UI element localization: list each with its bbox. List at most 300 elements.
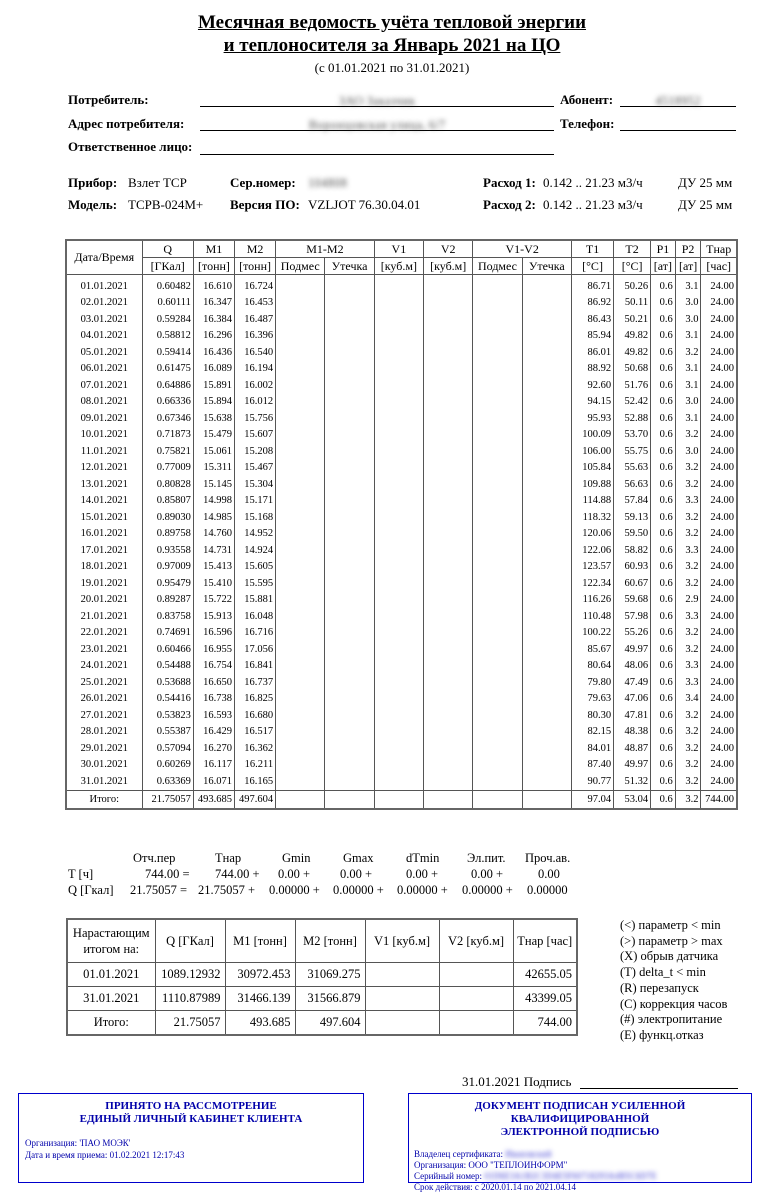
- cell-m2: 16.165: [235, 773, 276, 790]
- cell-empty: [325, 691, 374, 708]
- cell-empty: [374, 691, 423, 708]
- cell-m2: 15.304: [235, 476, 276, 493]
- flow2-label: Расход 2:: [483, 197, 536, 212]
- stamp-accepted-title-2: ЕДИНЫЙ ЛИЧНЫЙ КАБИНЕТ КЛИЕНТА: [79, 1113, 303, 1125]
- cell-p2: 3.3: [675, 608, 701, 625]
- sum-h-dtmin: dTmin: [406, 851, 440, 865]
- cell-p2: 3.2: [675, 559, 701, 576]
- cell-p1: 0.6: [651, 476, 676, 493]
- cell-empty: [424, 526, 473, 543]
- table-row: [66, 361, 737, 378]
- cell-p1: 0.6: [651, 641, 676, 658]
- cell-empty: [522, 740, 571, 757]
- cell-empty: [374, 394, 423, 411]
- table-row: [66, 493, 737, 510]
- cell-m2: 16.012: [235, 394, 276, 411]
- col-q: Q: [142, 240, 193, 258]
- cell-tnar: 24.00: [701, 509, 737, 526]
- cell-empty: [374, 773, 423, 790]
- cell-empty: [276, 625, 325, 642]
- flow1-value: 0.142 .. 21.23 м3/ч: [543, 175, 643, 190]
- cum-cell: [365, 987, 439, 1011]
- cum-cell: 31566.879: [295, 987, 365, 1011]
- cell-m2: 16.825: [235, 691, 276, 708]
- cell-empty: [522, 460, 571, 477]
- cell-empty: [325, 526, 374, 543]
- cell-empty: [522, 328, 571, 345]
- cell-empty: [424, 311, 473, 328]
- table-row: [66, 443, 737, 460]
- cell-empty: [522, 275, 571, 295]
- cell-empty: [276, 658, 325, 675]
- cell-m2: 16.540: [235, 344, 276, 361]
- sum-h-other: Проч.ав.: [525, 851, 571, 865]
- cell-empty: [473, 394, 522, 411]
- legend-item: (E) функц.отказ: [620, 1027, 704, 1042]
- col-date: Дата/Время: [66, 240, 142, 275]
- cell-empty: [424, 592, 473, 609]
- cum-cell: 31466.139: [225, 987, 295, 1011]
- cell-p1: 0.6: [651, 427, 676, 444]
- cell-q: 0.59414: [142, 344, 193, 361]
- cell-t1: 105.84: [571, 460, 613, 477]
- cell-q: 0.97009: [142, 559, 193, 576]
- sum-q-5: 0.00000 +: [462, 883, 513, 897]
- cell-empty: [374, 592, 423, 609]
- cell-q: 0.55387: [142, 724, 193, 741]
- cell-p1: 0.6: [651, 509, 676, 526]
- col-tnar: Тнар: [701, 240, 737, 258]
- cell-empty: [473, 773, 522, 790]
- table-header-top: [66, 240, 737, 258]
- cell-p2: 3.2: [675, 773, 701, 790]
- serial-value: 104808: [308, 175, 347, 190]
- legend-item: (>) параметр > max: [620, 933, 723, 948]
- cell-p2: 3.2: [675, 476, 701, 493]
- cell-empty: [424, 344, 473, 361]
- du1-value: ДУ 25 мм: [678, 175, 733, 190]
- cell-t2: 51.32: [614, 773, 651, 790]
- cum-cell: 30972.453: [225, 963, 295, 987]
- serial-label: Сер.номер:: [230, 175, 296, 190]
- cell-p2: 3.0: [675, 394, 701, 411]
- table-total-row: [66, 790, 737, 809]
- sum-h-tnar: Тнар: [215, 851, 242, 865]
- cell-p1: 0.6: [651, 658, 676, 675]
- cell-m2: 16.737: [235, 674, 276, 691]
- cum-h-m1: M1 [тонн]: [225, 919, 295, 963]
- table-row: [66, 509, 737, 526]
- cum-cell-label: 01.01.2021: [67, 963, 155, 987]
- cell-t2: 53.70: [614, 427, 651, 444]
- sum-t-4: 0.00 +: [406, 867, 439, 881]
- table-header-bottom: [66, 258, 737, 275]
- cell-m1: 16.384: [193, 311, 234, 328]
- cell-empty: [473, 509, 522, 526]
- cell-p2: 2.9: [675, 592, 701, 609]
- sum-t-label: T [ч]: [68, 867, 94, 881]
- stamp-accepted-title-1: ПРИНЯТО НА РАССМОТРЕНИЕ: [105, 1100, 277, 1112]
- cell-empty: [325, 724, 374, 741]
- cell-empty: [325, 641, 374, 658]
- cell-empty: [522, 394, 571, 411]
- cell-q: 0.80828: [142, 476, 193, 493]
- cell-m1: 16.593: [193, 707, 234, 724]
- cell-empty: [325, 757, 374, 774]
- cell-empty: [374, 361, 423, 378]
- cell-t2: 49.82: [614, 344, 651, 361]
- cell-m2: 16.517: [235, 724, 276, 741]
- cell-t2: 60.93: [614, 559, 651, 576]
- cell-tnar: 24.00: [701, 592, 737, 609]
- cell-empty: [473, 377, 522, 394]
- cell-tnar: 24.00: [701, 295, 737, 312]
- legend-item: (R) перезапуск: [620, 980, 699, 995]
- cell-t2: 55.75: [614, 443, 651, 460]
- cell-q: 0.83758: [142, 608, 193, 625]
- cell-date: 06.01.2021: [66, 361, 142, 378]
- table-row: [66, 476, 737, 493]
- cell-empty: [424, 641, 473, 658]
- sum-h-gmax: Gmax: [343, 851, 374, 865]
- cell-m2: 15.467: [235, 460, 276, 477]
- cell-p1: 0.6: [651, 773, 676, 790]
- cell-p1: 0.6: [651, 592, 676, 609]
- cell-p1: 0.6: [651, 328, 676, 345]
- cell-t1: 106.00: [571, 443, 613, 460]
- cell-empty: [276, 275, 325, 295]
- cell-empty: [473, 641, 522, 658]
- cell-p1: 0.6: [651, 493, 676, 510]
- cell-t1: 84.01: [571, 740, 613, 757]
- cell-date: 28.01.2021: [66, 724, 142, 741]
- cell-p1: 0.6: [651, 559, 676, 576]
- cell-t1: 85.94: [571, 328, 613, 345]
- du2-value: ДУ 25 мм: [678, 197, 733, 212]
- cell-empty: [473, 311, 522, 328]
- cell-t1: 85.67: [571, 641, 613, 658]
- cell-empty: [424, 757, 473, 774]
- cell-q: 0.53823: [142, 707, 193, 724]
- cell-empty: [276, 691, 325, 708]
- cell-date: 09.01.2021: [66, 410, 142, 427]
- consumer-label: Потребитель:: [68, 92, 149, 107]
- table-row: [66, 575, 737, 592]
- cell-t2: 49.82: [614, 328, 651, 345]
- cell-empty: [276, 377, 325, 394]
- table-row: [66, 592, 737, 609]
- table-row: [66, 608, 737, 625]
- cell-p2: 3.3: [675, 493, 701, 510]
- unit-v1: [куб.м]: [374, 258, 423, 275]
- col-v1-v2: V1-V2: [473, 240, 572, 258]
- cell-p2: 3.1: [675, 328, 701, 345]
- cell-m1: 16.738: [193, 691, 234, 708]
- cell-empty: [522, 443, 571, 460]
- cell-m1: 15.145: [193, 476, 234, 493]
- col-m1: M1: [193, 240, 234, 258]
- cell-t2: 50.26: [614, 275, 651, 295]
- cell-m2: 16.724: [235, 275, 276, 295]
- cell-t2: 57.98: [614, 608, 651, 625]
- cell-p1: 0.6: [651, 344, 676, 361]
- cell-m2: 14.952: [235, 526, 276, 543]
- cell-p1: 0.6: [651, 275, 676, 295]
- cell-empty: [325, 773, 374, 790]
- cell-date: 29.01.2021: [66, 740, 142, 757]
- cum-cell: [365, 963, 439, 987]
- cell-p1: 0.6: [651, 443, 676, 460]
- sum-q-0: 21.75057 =: [130, 883, 188, 897]
- cell-p2: 3.2: [675, 641, 701, 658]
- cell-date: 31.01.2021: [66, 773, 142, 790]
- cell-empty: [424, 707, 473, 724]
- col-m2: M2: [235, 240, 276, 258]
- cell-t1: 87.40: [571, 757, 613, 774]
- cum-h-q: Q [ГКал]: [155, 919, 225, 963]
- cell-q: 0.67346: [142, 410, 193, 427]
- cell-q: 0.58812: [142, 328, 193, 345]
- cell-empty: [325, 575, 374, 592]
- cell-empty: [276, 427, 325, 444]
- cell-date: 08.01.2021: [66, 394, 142, 411]
- stamp-accepted-date: Дата и время приема: 01.02.2021 12:17:43: [25, 1150, 185, 1160]
- cell-q: 0.71873: [142, 427, 193, 444]
- cell-empty: [325, 427, 374, 444]
- cell-empty: [424, 575, 473, 592]
- table-row: [66, 707, 737, 724]
- cell-empty: [522, 311, 571, 328]
- cell-m2: 15.756: [235, 410, 276, 427]
- model-label: Модель:: [68, 197, 118, 212]
- cell-date: 04.01.2021: [66, 328, 142, 345]
- cell-empty: [276, 773, 325, 790]
- cell-tnar: 24.00: [701, 493, 737, 510]
- cell-empty: [473, 427, 522, 444]
- cell-t2: 58.82: [614, 542, 651, 559]
- cell-q: 0.89758: [142, 526, 193, 543]
- cell-tnar: 24.00: [701, 311, 737, 328]
- cell-p2: 3.3: [675, 674, 701, 691]
- cell-m1: 16.650: [193, 674, 234, 691]
- cell-empty: [424, 625, 473, 642]
- cell-p1: 0.6: [651, 608, 676, 625]
- cell-m2: 16.048: [235, 608, 276, 625]
- table-row: [66, 773, 737, 790]
- cell-t1: 80.64: [571, 658, 613, 675]
- cell-m1: 16.270: [193, 740, 234, 757]
- cell-empty: [424, 460, 473, 477]
- signature-label: Подпись: [523, 1074, 572, 1089]
- cell-date: 25.01.2021: [66, 674, 142, 691]
- cell-empty: [473, 658, 522, 675]
- cell-q: 0.95479: [142, 575, 193, 592]
- cell-m1: 14.985: [193, 509, 234, 526]
- table-row: [66, 410, 737, 427]
- cell-m2: 16.211: [235, 757, 276, 774]
- cell-t1: 79.80: [571, 674, 613, 691]
- table-row: [66, 311, 737, 328]
- cell-empty: [325, 361, 374, 378]
- cell-empty: [424, 410, 473, 427]
- cell-t1: 122.34: [571, 575, 613, 592]
- table-row: [66, 641, 737, 658]
- cell-t1: 86.92: [571, 295, 613, 312]
- cum-cell: 1089.12932: [155, 963, 225, 987]
- cell-tnar: 24.00: [701, 559, 737, 576]
- cell-empty: [473, 344, 522, 361]
- legend-item: (#) электропитание: [620, 1012, 723, 1027]
- cell-m2: 14.924: [235, 542, 276, 559]
- sw-value: VZLJOT 76.30.04.01: [308, 197, 421, 212]
- cell-q: 0.66336: [142, 394, 193, 411]
- cell-p1: 0.6: [651, 377, 676, 394]
- cell-p2: 3.2: [675, 757, 701, 774]
- cell-m1: 16.610: [193, 275, 234, 295]
- cell-p1: 0.6: [651, 542, 676, 559]
- cell-date: 20.01.2021: [66, 592, 142, 609]
- cell-m2: 16.194: [235, 361, 276, 378]
- cum-h-v1: V1 [куб.м]: [365, 919, 439, 963]
- cell-tnar: 24.00: [701, 460, 737, 477]
- cell-date: 24.01.2021: [66, 658, 142, 675]
- cell-p1: 0.6: [651, 757, 676, 774]
- cell-empty: [522, 641, 571, 658]
- cell-empty: [374, 658, 423, 675]
- sum-h-gmin: Gmin: [282, 851, 311, 865]
- cell-empty: [424, 691, 473, 708]
- cell-date: 16.01.2021: [66, 526, 142, 543]
- cum-cell: 43399.05: [513, 987, 577, 1011]
- cell-m1: 15.061: [193, 443, 234, 460]
- cell-empty: [374, 377, 423, 394]
- cell-p1: 0.6: [651, 410, 676, 427]
- cell-empty: [424, 542, 473, 559]
- cell-empty: [325, 608, 374, 625]
- total-label: Итого:: [66, 790, 142, 809]
- cell-m1: 16.071: [193, 773, 234, 790]
- cell-t2: 59.13: [614, 509, 651, 526]
- cell-empty: [276, 757, 325, 774]
- cell-p1: 0.6: [651, 575, 676, 592]
- cell-m2: 15.881: [235, 592, 276, 609]
- cell-m1: 16.296: [193, 328, 234, 345]
- cum-h-date: Нарастающим итогом на:: [67, 919, 155, 963]
- cell-t2: 59.50: [614, 526, 651, 543]
- unit-p2: [ат]: [675, 258, 701, 275]
- cell-t1: 90.77: [571, 773, 613, 790]
- cell-empty: [276, 476, 325, 493]
- signature-underline: [580, 1088, 738, 1089]
- cell-t2: 52.42: [614, 394, 651, 411]
- cell-empty: [522, 344, 571, 361]
- phone-label: Телефон:: [560, 116, 615, 131]
- unit-m-leak: Утечка: [325, 258, 374, 275]
- cell-empty: [325, 476, 374, 493]
- cell-empty: [522, 691, 571, 708]
- cell-empty: [325, 658, 374, 675]
- cell-empty: [374, 757, 423, 774]
- cell-empty: [522, 509, 571, 526]
- cell-p2: 3.2: [675, 427, 701, 444]
- cell-q: 0.60482: [142, 275, 193, 295]
- cell-m1: 15.413: [193, 559, 234, 576]
- stamp-accepted-org: Организация: 'ПАО МОЭК': [25, 1138, 131, 1148]
- cell-empty: [424, 509, 473, 526]
- unit-v-leak: Утечка: [522, 258, 571, 275]
- cell-t2: 48.87: [614, 740, 651, 757]
- cell-empty: [276, 526, 325, 543]
- cell-date: 05.01.2021: [66, 344, 142, 361]
- stamp-owner: [414, 1149, 751, 1159]
- phone-field: [620, 116, 736, 131]
- cell-empty: [374, 460, 423, 477]
- table-row: [66, 542, 737, 559]
- cell-p2: 3.2: [675, 460, 701, 477]
- consumer-field: [200, 92, 554, 107]
- cell-p1: 0.6: [651, 740, 676, 757]
- total-q: 21.75057: [142, 790, 193, 809]
- cell-empty: [522, 493, 571, 510]
- cell-m1: 16.955: [193, 641, 234, 658]
- cum-cell: [439, 987, 513, 1011]
- stamp-serial-value: 01D6E3A1B2C3D4E5F60718293A4B5C6D7E: [484, 1171, 657, 1181]
- cell-p1: 0.6: [651, 394, 676, 411]
- cell-tnar: 24.00: [701, 427, 737, 444]
- legend-item: (<) параметр < min: [620, 918, 721, 932]
- cell-empty: [374, 526, 423, 543]
- cell-p2: 3.1: [675, 377, 701, 394]
- cum-cell: [439, 963, 513, 987]
- cell-empty: [473, 328, 522, 345]
- cell-p2: 3.2: [675, 509, 701, 526]
- table-row: [66, 328, 737, 345]
- sum-q-1: 21.75057 +: [198, 883, 256, 897]
- cell-m1: 15.722: [193, 592, 234, 609]
- cell-empty: [424, 295, 473, 312]
- cell-m2: 16.716: [235, 625, 276, 642]
- cell-q: 0.60269: [142, 757, 193, 774]
- cell-t1: 86.71: [571, 275, 613, 295]
- table-row: [66, 625, 737, 642]
- cell-p1: 0.6: [651, 691, 676, 708]
- cell-date: 10.01.2021: [66, 427, 142, 444]
- cell-empty: [473, 476, 522, 493]
- table-row: [66, 275, 737, 295]
- flow1-label: Расход 1:: [483, 175, 536, 190]
- cell-empty: [424, 740, 473, 757]
- cell-empty: [374, 443, 423, 460]
- cell-q: 0.77009: [142, 460, 193, 477]
- cell-empty: [325, 493, 374, 510]
- cell-q: 0.57094: [142, 740, 193, 757]
- cell-empty: [424, 361, 473, 378]
- cell-tnar: 24.00: [701, 674, 737, 691]
- cell-t2: 56.63: [614, 476, 651, 493]
- cell-q: 0.74691: [142, 625, 193, 642]
- cell-p2: 3.2: [675, 625, 701, 642]
- cell-tnar: 24.00: [701, 724, 737, 741]
- cell-tnar: 24.00: [701, 361, 737, 378]
- cell-t1: 120.06: [571, 526, 613, 543]
- cell-date: 17.01.2021: [66, 542, 142, 559]
- unit-v-mix: Подмес: [473, 258, 522, 275]
- cell-empty: [473, 592, 522, 609]
- cell-empty: [473, 295, 522, 312]
- cell-q: 0.54488: [142, 658, 193, 675]
- cell-empty: [276, 509, 325, 526]
- table-row: [66, 394, 737, 411]
